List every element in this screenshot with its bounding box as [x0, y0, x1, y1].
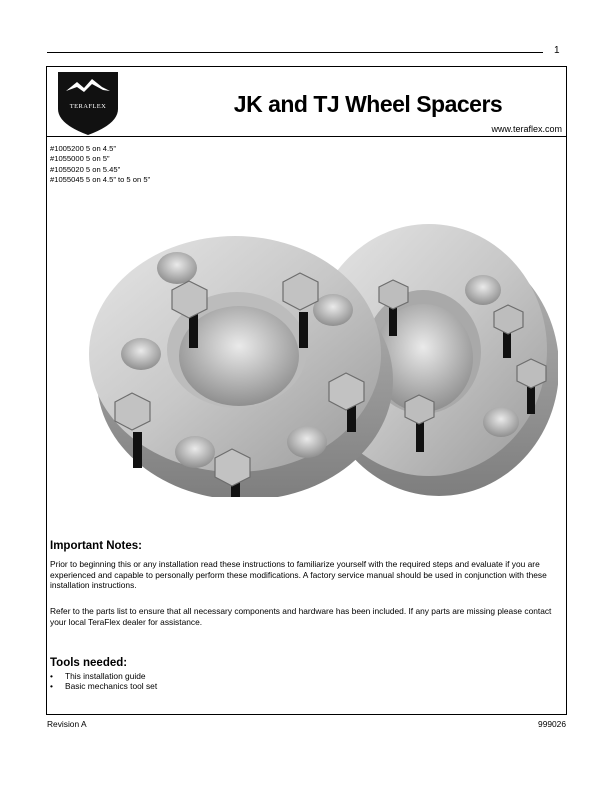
- header-rule: [47, 136, 566, 137]
- part-number: #1055045 5 on 4.5” to 5 on 5”: [50, 174, 151, 184]
- top-rule: [47, 52, 543, 53]
- website-url: www.teraflex.com: [491, 124, 562, 134]
- notes-paragraph: Refer to the parts list to ensure that all necessary components and hardware has been included. If any parts are missing please contact your local TeraFlex dealer for assistance.: [50, 606, 552, 627]
- page-number: 1: [554, 45, 560, 56]
- document-number: 999026: [538, 719, 566, 729]
- important-notes-heading: Important Notes:: [50, 540, 142, 552]
- wheel-spacers-photo: [71, 202, 558, 497]
- part-number: #1055000 5 on 5”: [50, 154, 110, 164]
- tools-list: [50, 671, 157, 691]
- part-number: #1005200 5 on 4.5”: [50, 144, 116, 153]
- logo-text: TERAFLEX: [69, 103, 107, 110]
- part-number-list: [50, 144, 150, 185]
- document-frame: [46, 66, 567, 715]
- part-number: #1055020 5 on 5.45”: [50, 164, 121, 174]
- tools-list-item: • Basic mechanics tool set: [50, 681, 157, 691]
- teraflex-logo: [55, 69, 121, 137]
- tools-list-item: • This installation guide: [50, 671, 157, 681]
- revision-label: Revision A: [47, 719, 87, 729]
- notes-paragraph: Prior to beginning this or any installation read these instructions to familiarize yourself with the required steps and evaluate if you are experienced and capable to personally perform these modifications. A factory service manual should be used in conjunction with these installation instructions.: [50, 559, 547, 591]
- tools-heading: Tools needed:: [50, 657, 128, 669]
- page-title: JK and TJ Wheel Spacers: [233, 91, 503, 117]
